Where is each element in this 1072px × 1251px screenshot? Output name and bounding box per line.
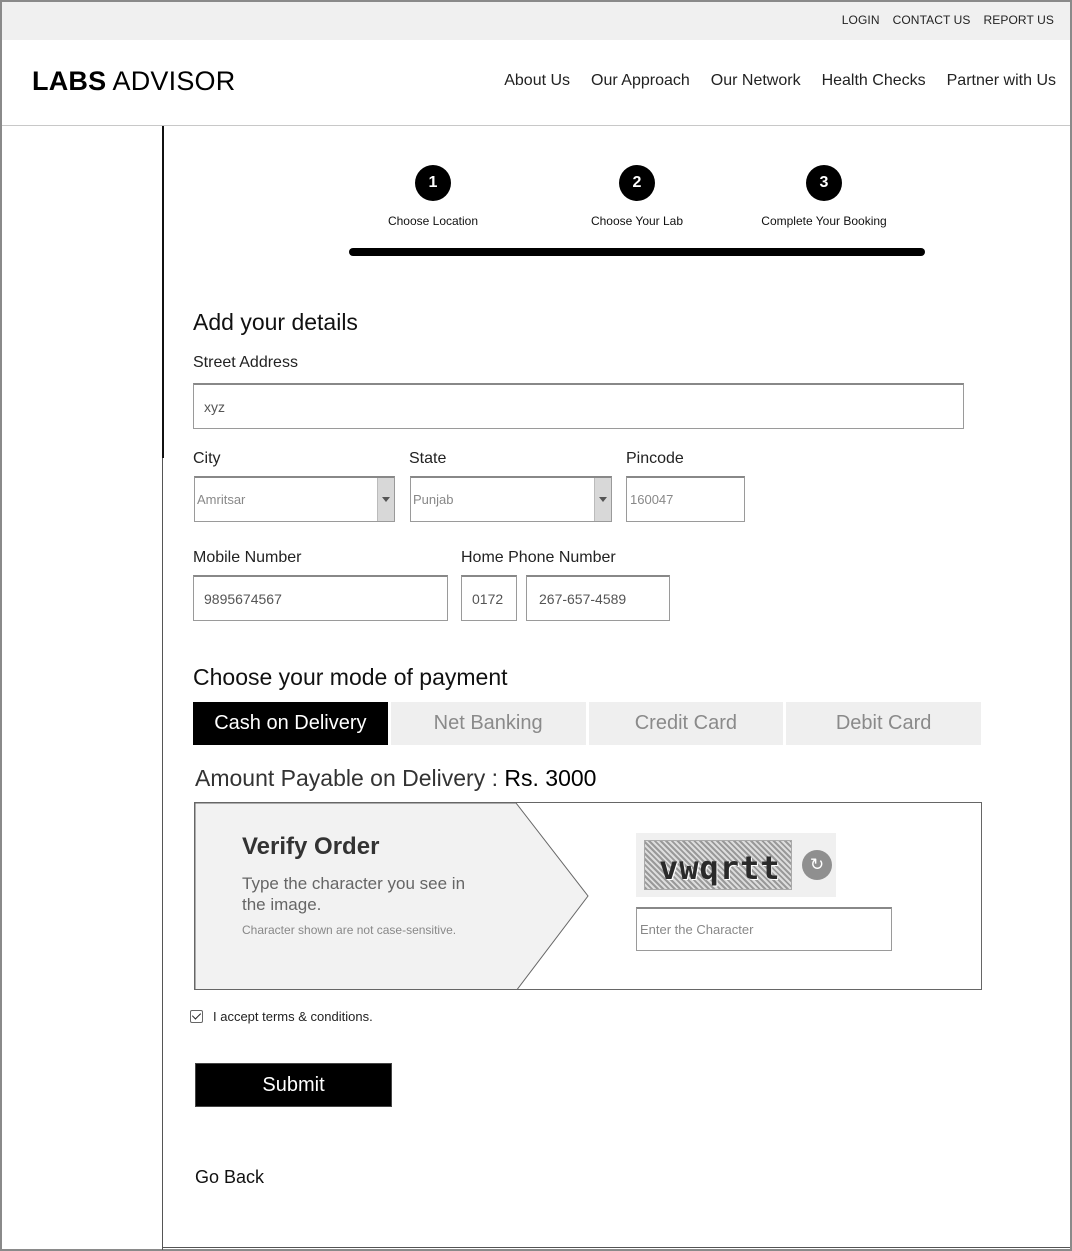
terms-checkbox[interactable]: [190, 1010, 203, 1023]
std-code-value: 0172: [472, 590, 504, 607]
step-label: Complete Your Booking: [761, 214, 887, 228]
home-phone-value: 267-657-4589: [539, 590, 627, 607]
city-select[interactable]: [194, 476, 395, 522]
content-divider-lower: [162, 458, 163, 1250]
step-label: Choose Your Lab: [590, 214, 684, 228]
dropdown-arrow-icon[interactable]: [377, 478, 394, 521]
nav-health-checks[interactable]: Health Checks: [821, 72, 926, 89]
mobile-number-value: 9895674567: [204, 590, 282, 607]
go-back-link[interactable]: Go Back: [195, 1167, 265, 1187]
progress-bar: [349, 248, 925, 256]
step-number: 1: [415, 165, 451, 201]
login-link[interactable]: LOGIN: [841, 13, 880, 27]
street-address-input[interactable]: [193, 383, 964, 429]
refresh-icon[interactable]: ↻: [802, 850, 832, 880]
street-address-label: Street Address: [193, 354, 298, 371]
contact-us-link[interactable]: CONTACT US: [892, 13, 971, 27]
nav-our-approach[interactable]: Our Approach: [591, 72, 690, 89]
amount-payable: [195, 765, 596, 792]
step-number: 3: [806, 165, 842, 201]
captcha-input[interactable]: [636, 907, 892, 951]
home-phone-label: Home Phone Number: [461, 549, 616, 566]
state-label: State: [409, 450, 447, 467]
report-us-link[interactable]: REPORT US: [983, 13, 1054, 27]
pincode-input[interactable]: [626, 476, 745, 522]
nav-about-us[interactable]: About Us: [504, 72, 571, 89]
site-header: [2, 40, 1070, 126]
tab-cash-on-delivery[interactable]: Cash on Delivery: [193, 702, 388, 745]
state-value: Punjab: [413, 492, 454, 507]
mobile-number-input[interactable]: [193, 575, 448, 621]
verify-subtitle: Type the character you see in the image.: [242, 874, 466, 914]
std-code-input[interactable]: [461, 575, 517, 621]
city-label: City: [193, 450, 221, 467]
street-address-value: xyz: [204, 398, 225, 415]
home-phone-input[interactable]: [526, 575, 670, 621]
nav-our-network[interactable]: Our Network: [710, 72, 801, 89]
amount-label: Amount Payable on Delivery :: [195, 765, 505, 791]
dropdown-arrow-icon[interactable]: [594, 478, 611, 521]
captcha-image: [644, 840, 792, 890]
step-label: Choose Location: [387, 214, 479, 228]
payment-heading: Choose your mode of payment: [193, 664, 508, 690]
captcha-placeholder: Enter the Character: [640, 922, 754, 937]
mobile-number-label: Mobile Number: [193, 549, 302, 566]
terms-row: [190, 1009, 373, 1024]
step-choose-lab: [557, 165, 717, 228]
state-select[interactable]: [410, 476, 612, 522]
top-utility-bar: [2, 2, 1070, 40]
amount-value: Rs. 3000: [504, 765, 597, 791]
content-bottom-border: [162, 1247, 1070, 1248]
terms-label: I accept terms & conditions.: [213, 1009, 373, 1024]
tab-credit-card[interactable]: Credit Card: [589, 702, 784, 745]
logo-rest: ADVISOR: [106, 66, 236, 96]
captcha-box: [636, 833, 836, 897]
main-nav: [504, 72, 1056, 90]
details-heading: Add your details: [193, 309, 358, 335]
utility-links: [842, 13, 1054, 27]
verify-order-panel: [194, 802, 982, 990]
logo-bold: LABS: [32, 66, 107, 96]
nav-partner-with-us[interactable]: Partner with Us: [946, 72, 1056, 89]
verify-note: Character shown are not case-sensitive.: [242, 923, 457, 937]
pincode-value: 160047: [630, 492, 674, 507]
captcha-text: vwqrtt: [659, 849, 781, 887]
city-value: Amritsar: [197, 492, 246, 507]
site-logo[interactable]: [32, 66, 235, 97]
pincode-label: Pincode: [626, 450, 684, 467]
verify-title: Verify Order: [242, 833, 380, 860]
content-divider: [162, 126, 164, 458]
payment-tabs: [193, 702, 981, 745]
tab-net-banking[interactable]: Net Banking: [391, 702, 586, 745]
submit-button[interactable]: Submit: [195, 1063, 392, 1107]
step-number: 2: [619, 165, 655, 201]
step-choose-location: [353, 165, 513, 228]
tab-debit-card[interactable]: Debit Card: [786, 702, 981, 745]
step-complete-booking: [744, 165, 904, 228]
